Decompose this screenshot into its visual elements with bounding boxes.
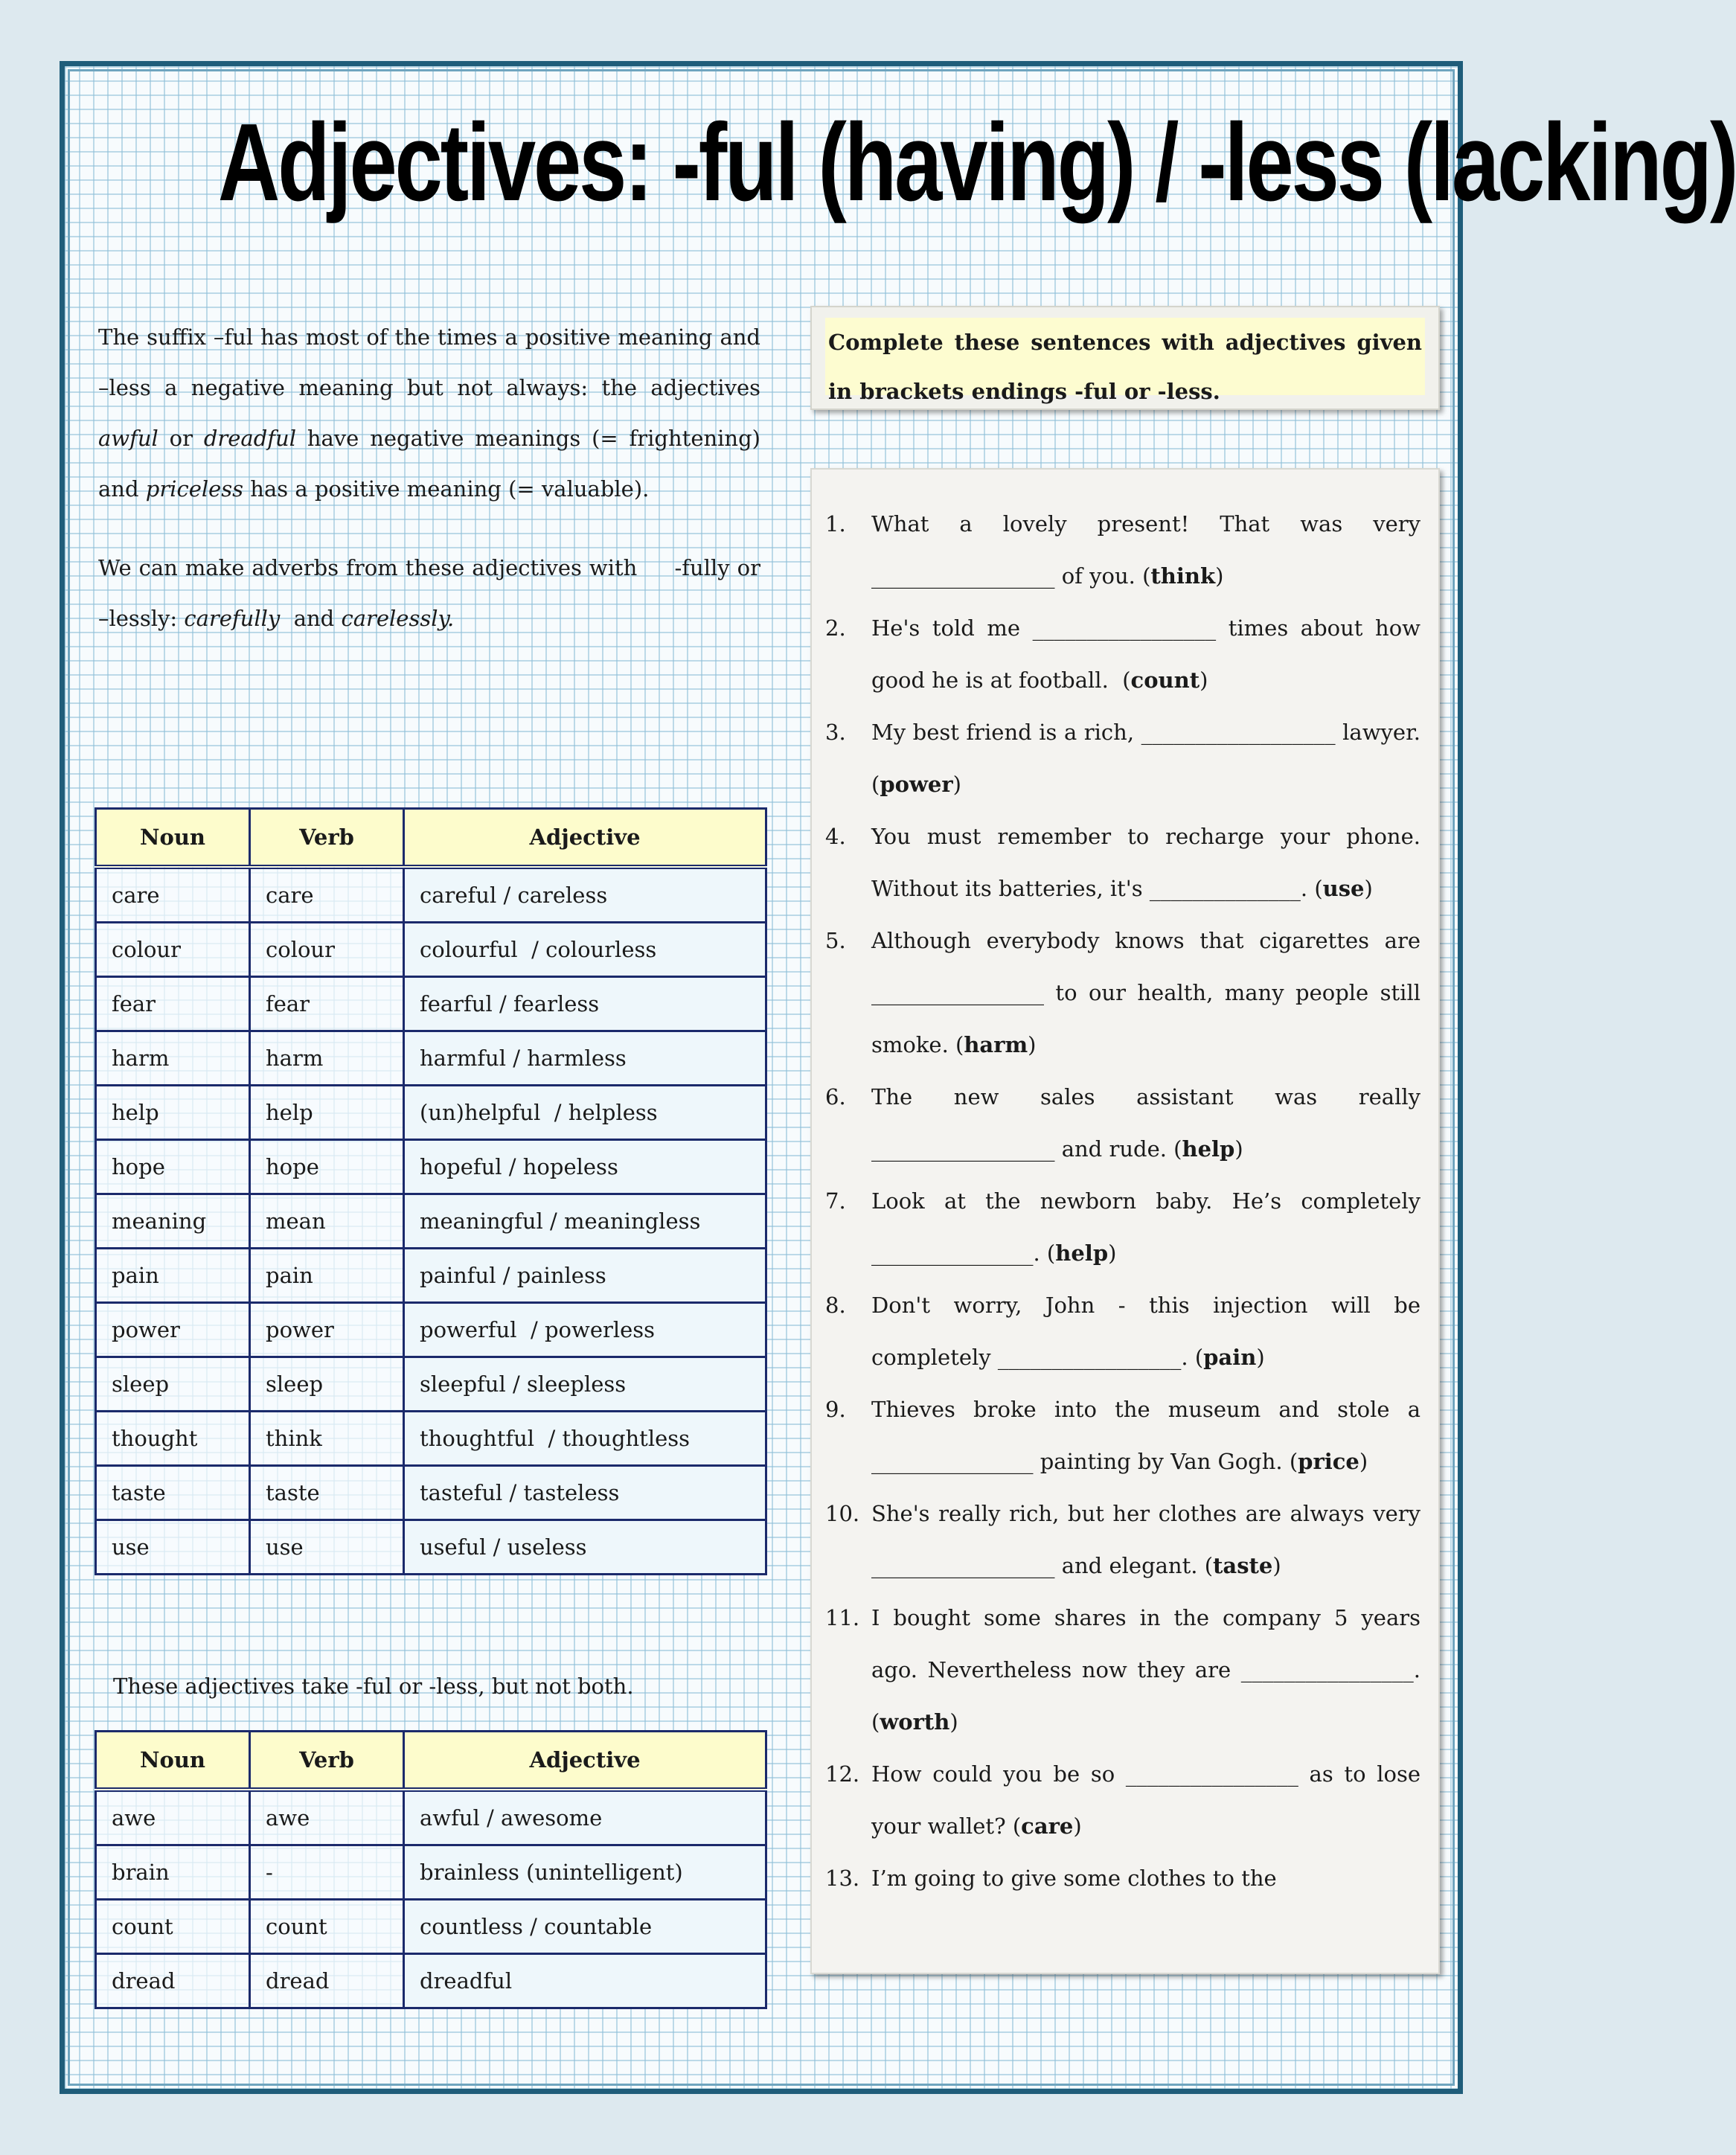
exercise-list bbox=[825, 498, 1420, 1904]
table-row bbox=[96, 1900, 766, 1954]
noun-cell: fear bbox=[96, 977, 250, 1031]
adjective-cell: tasteful / tasteless bbox=[404, 1466, 766, 1520]
header-noun: Noun bbox=[96, 809, 250, 868]
exercise-item bbox=[825, 498, 1420, 602]
noun-cell: use bbox=[96, 1520, 250, 1575]
table-row bbox=[96, 1520, 766, 1575]
verb-cell: think bbox=[250, 1412, 404, 1466]
exercise-number: 11. bbox=[825, 1605, 860, 1630]
table-row bbox=[96, 1845, 766, 1900]
noun-cell: sleep bbox=[96, 1357, 250, 1412]
exercise-number: 3. bbox=[825, 720, 846, 745]
table-row bbox=[96, 923, 766, 977]
adjective-cell: awful / awesome bbox=[404, 1790, 766, 1845]
table-header-row bbox=[96, 809, 766, 868]
bracket-word: help bbox=[1182, 1136, 1235, 1162]
exercise-number: 6. bbox=[825, 1084, 846, 1109]
exercise-sentence: The new sales assistant was really _________________ and rude. (help) bbox=[871, 1084, 1420, 1162]
exercise-item bbox=[825, 1279, 1420, 1383]
intro-paragraph-adverbs: We can make adverbs from these adjectives with -fully or –lessly: carefully and carelessly. bbox=[98, 555, 760, 631]
bracket-word: worth bbox=[880, 1709, 950, 1735]
worksheet-page bbox=[60, 61, 1736, 2094]
exercise-sentence: How could you be so ________________ as to lose your wallet? (care) bbox=[871, 1761, 1420, 1839]
adjective-cell: careful / careless bbox=[404, 867, 766, 923]
header-adjective: Adjective bbox=[404, 809, 766, 868]
verb-cell: - bbox=[250, 1845, 404, 1900]
table-row bbox=[96, 1031, 766, 1086]
bracket-word: count bbox=[1130, 667, 1200, 693]
header-verb: Verb bbox=[250, 809, 404, 868]
exercise-item bbox=[825, 1071, 1420, 1175]
exercise-item bbox=[825, 1175, 1420, 1279]
verb-cell: fear bbox=[250, 977, 404, 1031]
adjective-cell: useful / useless bbox=[404, 1520, 766, 1575]
exercise-box bbox=[810, 468, 1440, 1974]
exercise-item bbox=[825, 915, 1420, 1071]
adjective-cell: sleepful / sleepless bbox=[404, 1357, 766, 1412]
exercise-sentence: What a lovely present! That was very _________________ of you. (think) bbox=[871, 511, 1420, 589]
adjective-cell: painful / painless bbox=[404, 1249, 766, 1303]
exercise-sentence: Look at the newborn baby. He’s completely _______________. (help) bbox=[871, 1188, 1420, 1266]
bracket-word: power bbox=[880, 772, 953, 797]
table-row bbox=[96, 1466, 766, 1520]
verb-cell: pain bbox=[250, 1249, 404, 1303]
bracket-word: use bbox=[1322, 876, 1365, 901]
adjective-cell: hopeful / hopeless bbox=[404, 1140, 766, 1194]
bracket-word: price bbox=[1298, 1449, 1359, 1474]
verb-cell: count bbox=[250, 1900, 404, 1954]
adjective-cell: dreadful bbox=[404, 1954, 766, 2008]
verb-cell: harm bbox=[250, 1031, 404, 1086]
bracket-word: harm bbox=[964, 1032, 1028, 1057]
note-text: These adjectives take -ful or -less, but not both. bbox=[113, 1674, 634, 1699]
exercise-sentence: Don't worry, John - this injection will be completely _________________. (pain) bbox=[871, 1293, 1420, 1370]
noun-cell: harm bbox=[96, 1031, 250, 1086]
exercise-number: 10. bbox=[825, 1501, 860, 1526]
instructions-box bbox=[810, 306, 1440, 410]
verb-cell: care bbox=[250, 867, 404, 923]
exercise-sentence: I’m going to give some clothes to the bbox=[871, 1866, 1277, 1891]
exercise-number: 7. bbox=[825, 1188, 846, 1214]
bracket-word: pain bbox=[1203, 1345, 1257, 1370]
exercise-sentence: I bought some shares in the company 5 years ago. Nevertheless now they are ________________. (worth) bbox=[871, 1605, 1420, 1735]
verb-cell: dread bbox=[250, 1954, 404, 2008]
exercise-item bbox=[825, 1592, 1420, 1748]
adjective-cell: countless / countable bbox=[404, 1900, 766, 1954]
exercise-sentence: He's told me _________________ times about how good he is at football. (count) bbox=[871, 615, 1420, 693]
bracket-word: care bbox=[1021, 1813, 1074, 1839]
bracket-word: taste bbox=[1213, 1553, 1273, 1578]
exercise-number: 8. bbox=[825, 1293, 846, 1318]
noun-cell: colour bbox=[96, 923, 250, 977]
verb-cell: taste bbox=[250, 1466, 404, 1520]
table-row bbox=[96, 867, 766, 923]
verb-cell: awe bbox=[250, 1790, 404, 1845]
header-adjective: Adjective bbox=[404, 1732, 766, 1790]
table-row bbox=[96, 977, 766, 1031]
adjective-cell: brainless (unintelligent) bbox=[404, 1845, 766, 1900]
table-row bbox=[96, 1086, 766, 1140]
adjectives-table bbox=[95, 807, 767, 1575]
exercise-item bbox=[825, 1852, 1420, 1904]
verb-cell: mean bbox=[250, 1194, 404, 1249]
table-row bbox=[96, 1412, 766, 1466]
exercise-number: 5. bbox=[825, 928, 846, 953]
exercise-sentence: Thieves broke into the museum and stole a _______________ painting by Van Gogh. (price) bbox=[871, 1397, 1420, 1474]
table-row bbox=[96, 1194, 766, 1249]
exercise-item bbox=[825, 706, 1420, 810]
noun-cell: pain bbox=[96, 1249, 250, 1303]
ful-or-less-table bbox=[95, 1730, 767, 2009]
noun-cell: power bbox=[96, 1303, 250, 1357]
bracket-word: help bbox=[1055, 1240, 1109, 1266]
header-noun: Noun bbox=[96, 1732, 250, 1790]
verb-cell: hope bbox=[250, 1140, 404, 1194]
exercise-item bbox=[825, 1748, 1420, 1852]
table-row bbox=[96, 1954, 766, 2008]
noun-cell: count bbox=[96, 1900, 250, 1954]
intro-paragraph-suffix: The suffix –ful has most of the times a positive meaning and –less a negative meaning but not always: the adjectives awful or dreadful have negative meanings (= frightening) and priceless has a positive meaning (= valuable). bbox=[98, 324, 760, 502]
verb-cell: help bbox=[250, 1086, 404, 1140]
noun-cell: brain bbox=[96, 1845, 250, 1900]
verb-cell: power bbox=[250, 1303, 404, 1357]
adjective-cell: fearful / fearless bbox=[404, 977, 766, 1031]
verb-cell: use bbox=[250, 1520, 404, 1575]
adjective-cell: meaningful / meaningless bbox=[404, 1194, 766, 1249]
exercise-number: 13. bbox=[825, 1866, 860, 1891]
table-row bbox=[96, 1140, 766, 1194]
adjective-cell: powerful / powerless bbox=[404, 1303, 766, 1357]
header-verb: Verb bbox=[250, 1732, 404, 1790]
exercise-number: 2. bbox=[825, 615, 846, 641]
noun-cell: awe bbox=[96, 1790, 250, 1845]
adjective-cell: thoughtful / thoughtless bbox=[404, 1412, 766, 1466]
table-row bbox=[96, 1303, 766, 1357]
adjective-cell: (un)helpful / helpless bbox=[404, 1086, 766, 1140]
exercise-sentence: My best friend is a rich, __________________ lawyer. (power) bbox=[871, 720, 1420, 797]
adjective-cell: colourful / colourless bbox=[404, 923, 766, 977]
exercise-number: 9. bbox=[825, 1397, 846, 1422]
table-row bbox=[96, 1357, 766, 1412]
exercise-sentence: She's really rich, but her clothes are always very _________________ and elegant. (taste) bbox=[871, 1501, 1420, 1578]
table-row bbox=[96, 1249, 766, 1303]
exercise-item bbox=[825, 1488, 1420, 1592]
noun-cell: hope bbox=[96, 1140, 250, 1194]
exercise-item bbox=[825, 602, 1420, 706]
noun-cell: care bbox=[96, 867, 250, 923]
exercise-number: 12. bbox=[825, 1761, 860, 1787]
verb-cell: sleep bbox=[250, 1357, 404, 1412]
adjective-cell: harmful / harmless bbox=[404, 1031, 766, 1086]
noun-cell: meaning bbox=[96, 1194, 250, 1249]
exercise-item bbox=[825, 1383, 1420, 1488]
noun-cell: dread bbox=[96, 1954, 250, 2008]
exercise-item bbox=[825, 810, 1420, 915]
bracket-word: think bbox=[1150, 563, 1216, 589]
exercise-sentence: You must remember to recharge your phone. Without its batteries, it's ______________. (use) bbox=[871, 824, 1420, 901]
noun-cell: taste bbox=[96, 1466, 250, 1520]
page-title: Adjectives: -ful (having) / -less (lacking) bbox=[217, 101, 1736, 224]
noun-cell: help bbox=[96, 1086, 250, 1140]
exercise-number: 4. bbox=[825, 824, 846, 849]
table-row bbox=[96, 1790, 766, 1845]
verb-cell: colour bbox=[250, 923, 404, 977]
exercise-sentence: Although everybody knows that cigarettes are ________________ to our health, many people still smoke. (harm) bbox=[871, 928, 1420, 1057]
instructions-text: Complete these sentences with adjectives given in brackets endings -ful or -less. bbox=[825, 318, 1425, 395]
noun-cell: thought bbox=[96, 1412, 250, 1466]
table-header-row bbox=[96, 1732, 766, 1790]
exercise-number: 1. bbox=[825, 511, 846, 537]
